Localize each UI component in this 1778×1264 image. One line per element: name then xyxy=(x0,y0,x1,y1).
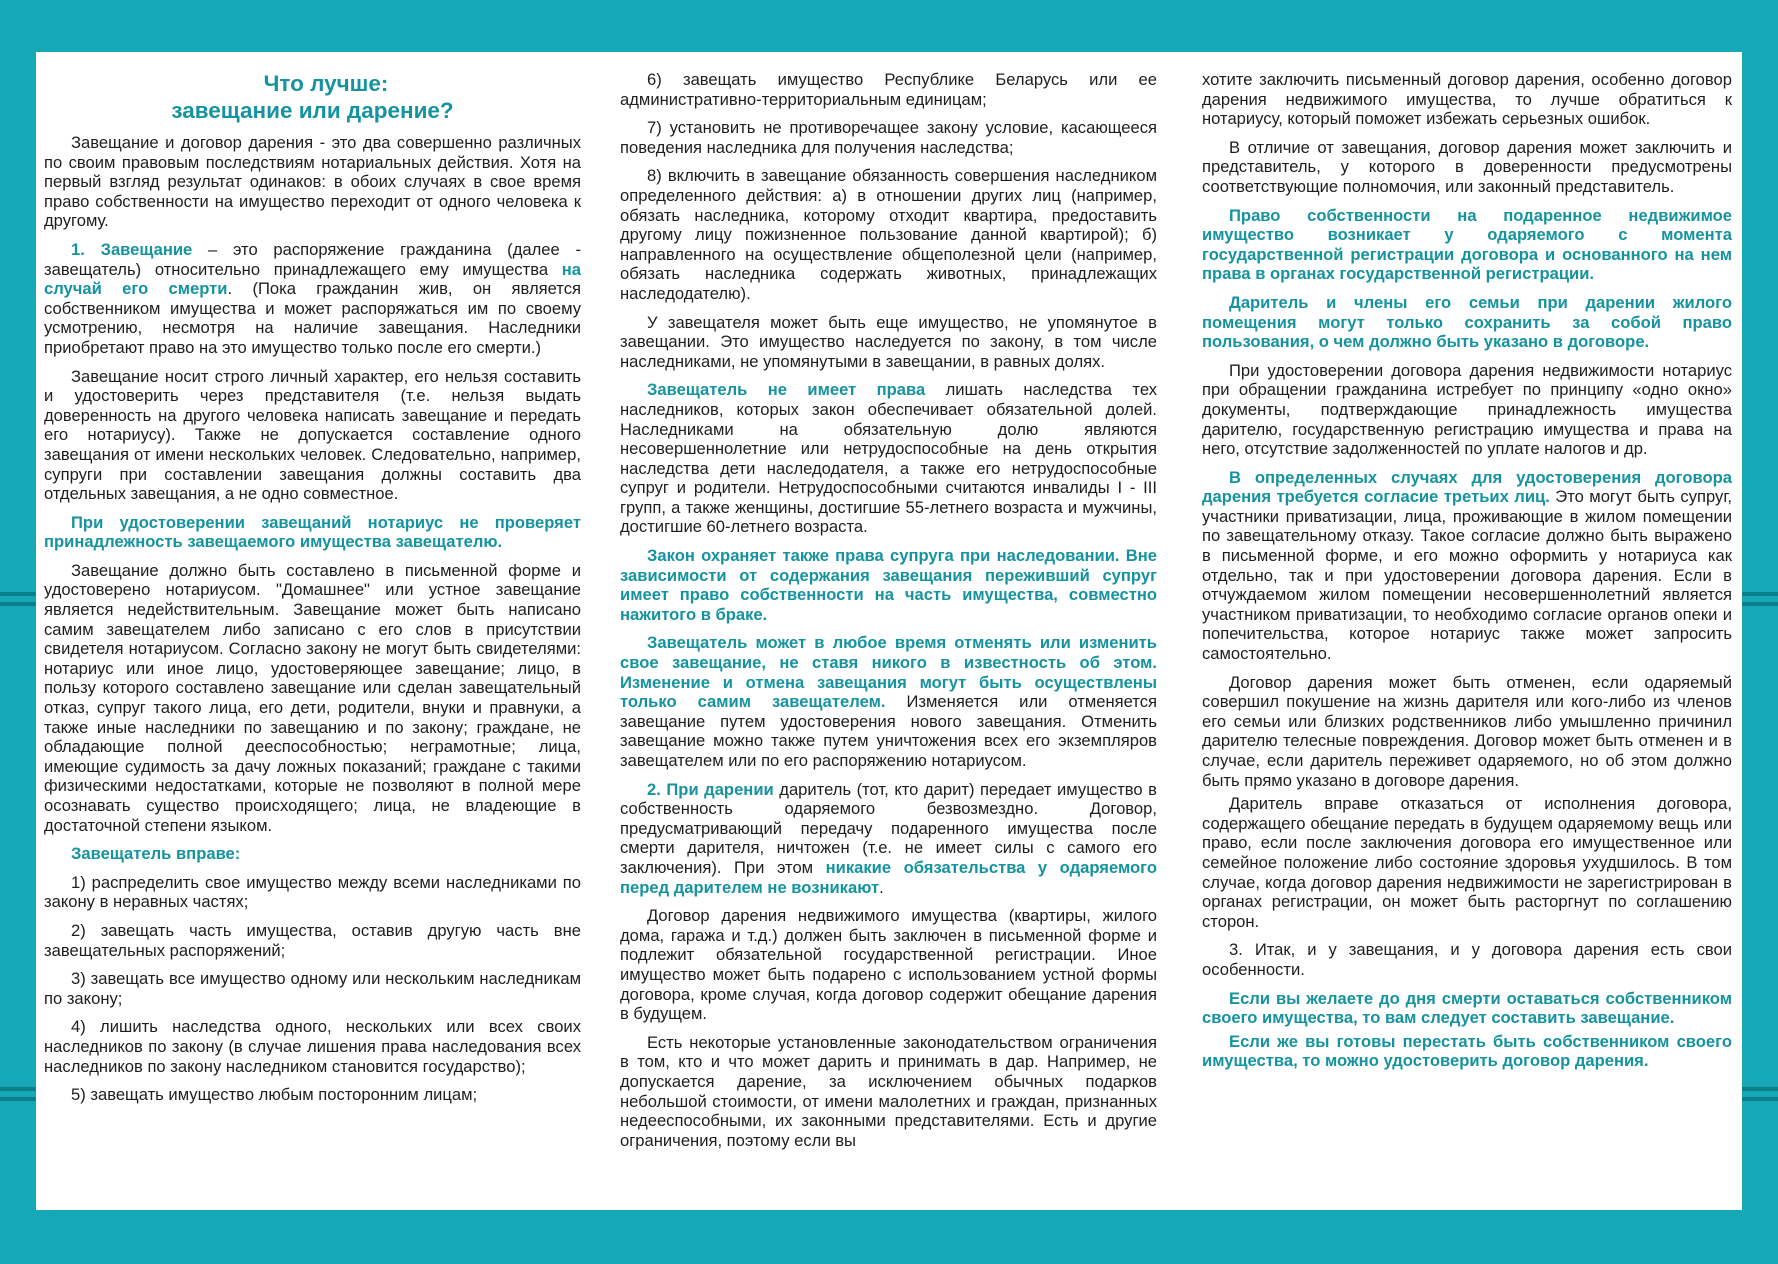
will-definition-b: . (Пока гражданин жив, он является собственником имущества и может распоряжаться им по своему усмотрению, несмотря на наличие завещания. Наследники приобретают право на это имущество только после его смерти.) xyxy=(44,279,581,357)
right-stripe-bottom xyxy=(1742,1087,1778,1091)
gift-definition-b: . xyxy=(879,877,884,897)
gift-definition-paragraph xyxy=(620,780,1157,898)
one-window-paragraph: При удостоверении договора дарения недвижимости нотариус при обращении гражданина истребует по принципу «одно окно» документы, подтверждающие принадлежность имущества дарителю, государственную регистрацию имущества и права на него, отсутствие задолженностей по уплате налогов и др. xyxy=(1202,360,1732,459)
title-line-1: Что лучше: xyxy=(263,71,389,96)
right-item-1: 1) распределить свое имущество между всеми наследниками по закону в неравных частях; xyxy=(44,872,581,912)
left-stripe-top xyxy=(0,592,36,596)
personal-nature-paragraph: Завещание носит строго личный характер, его нельзя составить и удостоверить через представителя (т.е. нельзя выдать доверенность на другого человека написать завещание и передать его нотариусу). Также не допускается составление одного завещания от имени нескольких человек. Следовательно, например, супруги при составлении завещания должны составить два отдельных завещания, а не одно совместное. xyxy=(44,366,581,504)
left-stripe-bottom-2 xyxy=(0,1097,36,1101)
mandatory-share-text: лишать наследства тех наследников, которых закон обеспечивает обязательной долей. Наследниками на обязательную долю являются несовершеннолетние или нетрудоспособные на день открытия наследства дети наследодателя, а также его нетрудоспособные супруг и родители. Нетрудоспособными считаются инвалиды I - III групп, а также женщины, достигшие 55-летнего возраста и мужчины, достигшие 60-летнего возраста. xyxy=(620,380,1157,537)
column-2 xyxy=(620,70,1157,1159)
will-term: Завещание xyxy=(100,239,193,259)
gift-recommendation: Если же вы готовы перестать быть собственником своего имущества, то можно удостоверить договор дарения. xyxy=(1202,1031,1732,1071)
representative-paragraph: В отличие от завещания, договор дарения может заключить и представитель, у которого в доверенности предусмотрены соответствующие полномочия, или законный представитель. xyxy=(1202,137,1732,196)
right-item-2: 2) завещать часть имущества, оставив другую часть вне завещательных распоряжений; xyxy=(44,920,581,960)
revocation-paragraph xyxy=(620,633,1157,770)
ownership-registration-note: Право собственности на подаренное недвижимое имущество возникает у одаряемого с момента государственной регистрации договора и основанного на нем права в органах государственной регистрации. xyxy=(1202,205,1732,284)
column-3 xyxy=(1202,70,1732,1080)
column-1 xyxy=(44,70,581,1114)
revocation-highlight: Завещатель может в любое время отменять или изменить свое завещание, не ставя никого в известность об этом. Изменение и отмена завещания могут быть осуществлены только самим завещателем. xyxy=(620,633,1157,712)
real-estate-gift-paragraph: Договор дарения недвижимого имущества (квартиры, жилого дома, гаража и т.д.) должен быть заключен в письменной форме и подлежит обязательной государственной регистрации. Иное имущество может быть подарено с использованием устной формы договора, кроме случая, когда договор содержит обещание дарения в будущем. xyxy=(620,906,1157,1024)
consent-text: Это могут быть супруг, участники приватизации, лица, проживающие в жилом помещении по завещательному отказу. Такое согласие должно быть выражено в письменной форме, и его можно оформить у нотариуса как отдельно, так и при удостоверении договора дарения. Если в отчуждаемом жилом помещении несовершеннолетний является участником приватизации, то необходимо согласие органов опеки и попечительства, которое нотариус также может запросить самостоятельно. xyxy=(1202,487,1732,664)
gift-term: При дарении xyxy=(666,779,774,799)
will-on-death: на случай его смерти xyxy=(44,259,581,299)
donor-refusal-paragraph: Даритель вправе отказаться от исполнения договора, содержащего обещание передать в будущем одаряемому вещь или право, если после заключения договора его имущественное или семейное положение либо состояние здоровья ухудшилось. В том случае, когда договор дарения недвижимости не зарегистрирован в органах регистрации, он может быть расторгнут по соглашению сторон. xyxy=(1202,794,1732,931)
will-recommendation: Если вы желаете до дня смерти оставаться собственником своего имущества, то вам следует составить завещание. xyxy=(1202,988,1732,1028)
no-obligations-highlight: никакие обязательства у одаряемого перед дарителем не возникают xyxy=(620,857,1157,897)
notary-check-note: При удостоверении завещаний нотариус не проверяет принадлежность завещаемого имущества завещателю. xyxy=(44,512,581,552)
will-definition-a: – это распоряжение гражданина (далее - завещатель) относительно принадлежащего ему имущества xyxy=(44,239,581,279)
right-item-7: 7) установить не противоречащее закону условие, касающееся поведения наследника для получения наследства; xyxy=(620,118,1157,157)
gift-number: 2. xyxy=(647,779,667,799)
right-stripe-top-2 xyxy=(1742,602,1778,606)
notary-advice-paragraph: хотите заключить письменный договор дарения, особенно договор дарения недвижимого имущества, то лучше обратиться к нотариусу, который поможет избежать серьезных ошибок. xyxy=(1202,70,1732,129)
left-stripe-bottom xyxy=(0,1087,36,1091)
donor-family-note: Даритель и члены его семьи при дарении жилого помещения могут только сохранить за собой право пользования, о чем должно быть указано в договоре. xyxy=(1202,292,1732,352)
right-item-8: 8) включить в завещание обязанность совершения наследником определенного действия: а) в отношении других лиц (например, обязать наследника, которому отходит квартира, предоставить другому лицу пожизненное пользование данной квартирой); б) направленного на осуществление общеполезной цели (например, обязать наследника содержать животных, принадлежащих наследодателю). xyxy=(620,166,1157,303)
right-item-3: 3) завещать все имущество одному или нескольким наследникам по закону; xyxy=(44,969,581,1008)
conclusion-paragraph: 3. Итак, и у завещания, и у договора дарения есть свои особенности. xyxy=(1202,940,1732,979)
unmentioned-property-paragraph: У завещателя может быть еще имущество, не упомянутое в завещании. Это имущество наследуется по закону, в том числе наследниками, не упомянутыми в завещании, в равных долях. xyxy=(620,312,1157,371)
right-item-5: 5) завещать имущество любым посторонним лицам; xyxy=(71,1085,478,1105)
testator-rights-heading: Завещатель вправе: xyxy=(71,844,241,864)
consent-highlight: В определенных случаях для удостоверения договора дарения требуется согласие третьих лиц. xyxy=(1202,467,1732,507)
gift-cancellation-paragraph: Договор дарения может быть отменен, если одаряемый совершил покушение на жизнь дарителя или кого-либо из членов его семьи или близких родственников либо умышленно причинил дарителю телесные повреждения. Договор может быть отменен и в случае, если даритель переживет одаряемого, но об этом должно быть прямо указано в договоре дарения. xyxy=(1202,672,1732,790)
no-right-term: Завещатель не имеет права xyxy=(647,380,926,400)
third-party-consent-paragraph xyxy=(1202,468,1732,664)
title-line-2: завещание или дарение? xyxy=(171,98,454,123)
left-stripe-top-2 xyxy=(0,602,36,606)
mandatory-share-paragraph xyxy=(620,380,1157,537)
intro-paragraph: Завещание и договор дарения - это два совершенно различных по своим правовым последствиям нотариальных действия. Хотя на первый взгляд результат одинаков: в обоих случаях в свое время право собственности на имущество переходит от одного человека к другому. xyxy=(44,133,581,231)
revocation-text: Изменяется или отменяется завещание путем удостоверения нового завещания. Отменить завещание можно также путем уничтожения всех его экземпляров завещателем или по его распоряжению нотариусом. xyxy=(620,692,1158,770)
spouse-rights-note: Закон охраняет также права супруга при наследовании. Вне зависимости от содержания завещания переживший супруг имеет право собственности на часть имущества, совместно нажитого в браке. xyxy=(620,546,1157,624)
right-stripe-bottom-2 xyxy=(1742,1097,1778,1101)
will-number: 1. xyxy=(71,239,101,259)
right-stripe-top xyxy=(1742,592,1778,596)
right-item-6: 6) завещать имущество Республике Беларусь или ее административно-территориальным единицам; xyxy=(620,70,1157,109)
page-title xyxy=(44,70,581,124)
written-form-paragraph: Завещание должно быть составлено в письменной форме и удостоверено нотариусом. "Домашнее" или устное завещание является недействительным. Завещание может быть написано самим завещателем либо записано с его слов в присутствии свидетеля нотариусом. Согласно закону не могут быть свидетелями: нотариус или иное лицо, удостоверяющее завещание; лицо, в пользу которого составлено завещание или сделан завещательный отказ, супруг такого лица, его дети, родители, внуки и правнуки, а также иные наследники по завещанию и по закону; граждане, не обладающие полной дееспособностью; неграмотные; лица, имеющие судимость за дачу ложных показаний; граждане с такими физическими недостатками, которые не позволяют в полной мере осознавать существо происходящего; лица, не владеющие в достаточной степени языком. xyxy=(44,560,581,835)
leaflet-sheet xyxy=(36,52,1742,1210)
gift-restrictions-paragraph: Есть некоторые установленные законодательством ограничения в том, кто и что может дарить и принимать в дар. Например, не допускается дарение, за исключением обычных подарков небольшой стоимости, от имени малолетних и граждан, признанных недееспособными, их законными представителями. Есть и другие ограничения, поэтому если вы xyxy=(620,1032,1157,1150)
will-definition-paragraph xyxy=(44,240,581,358)
right-item-4: 4) лишить наследства одного, нескольких или всех своих наследников по закону (в случае лишения права наследования всех наследников по закону наследником становится государство); xyxy=(44,1017,581,1076)
gift-definition-a: даритель (тот, кто дарит) передает имущество в собственность одаряемого безвозмездно. Договор, предусматривающий передачу подаренного имущества после смерти дарителя, ничтожен (т.е. не имеет силы с самого его заключения). При этом xyxy=(620,779,1157,877)
